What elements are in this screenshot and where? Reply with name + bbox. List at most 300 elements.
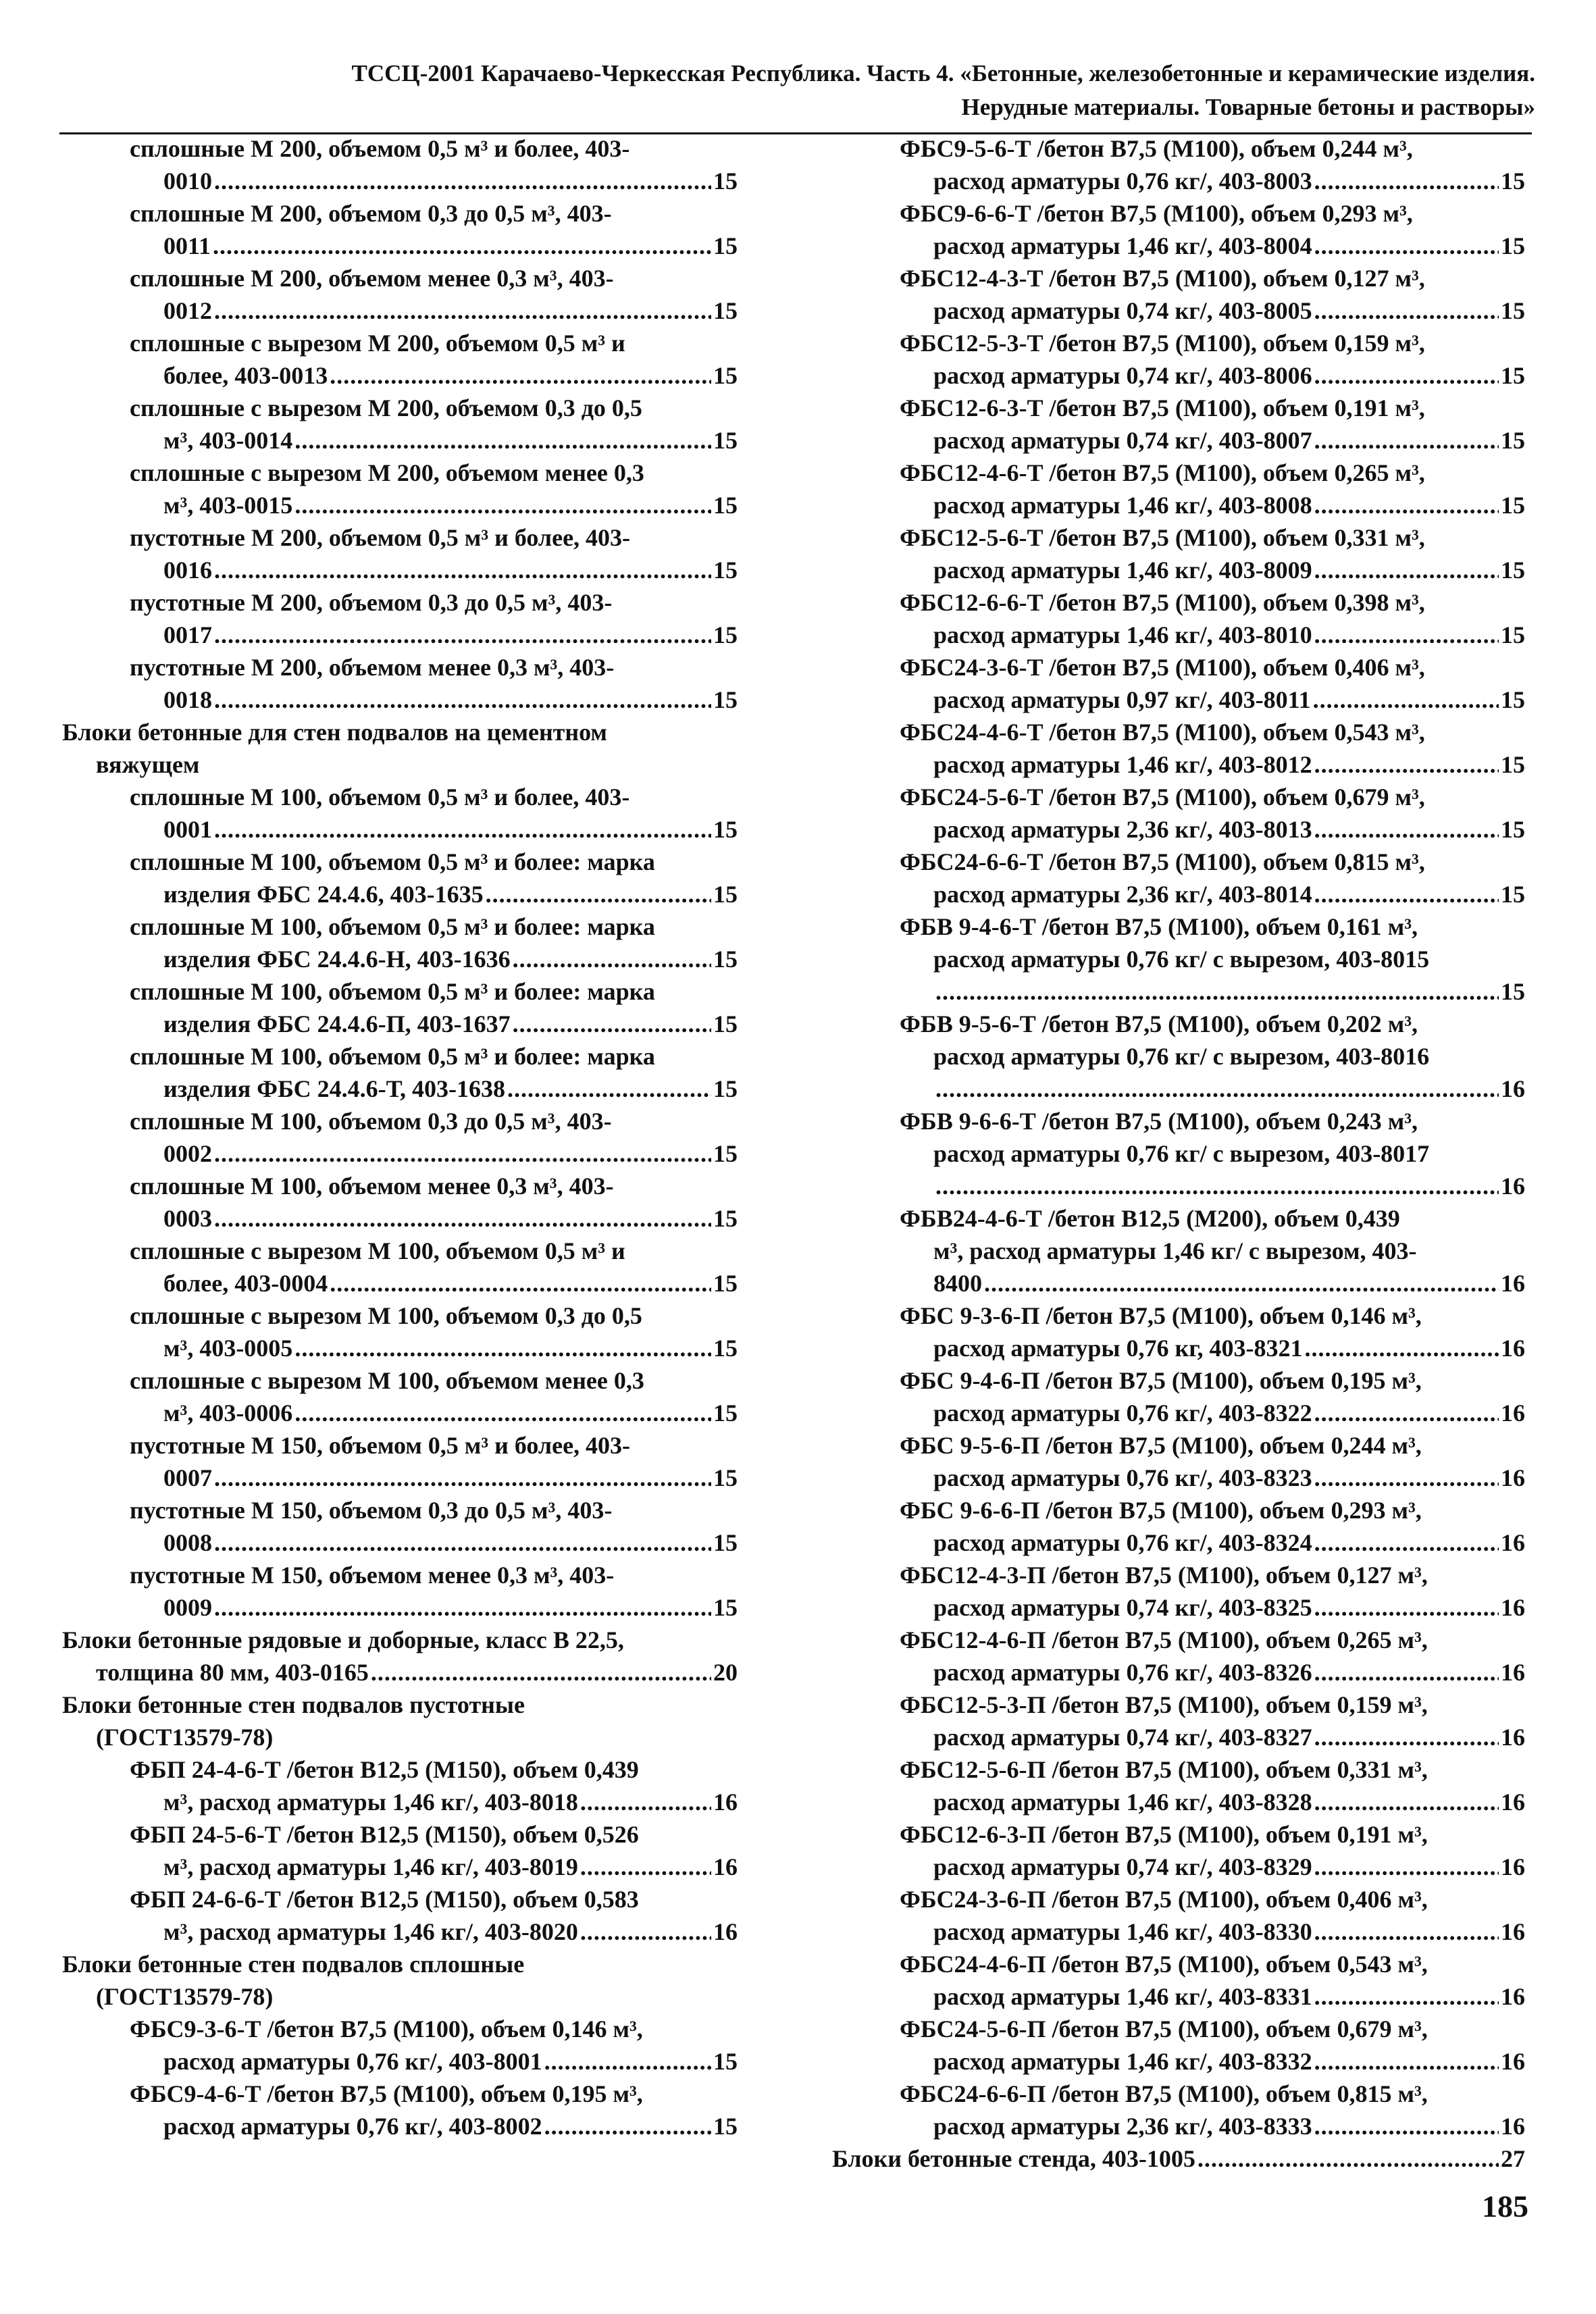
leader-dots — [1314, 165, 1499, 197]
entry-line-with-page — [832, 294, 1525, 327]
index-entry — [832, 1105, 1525, 1202]
entry-text: расход арматуры 0,76 кг/, 403-8322 — [933, 1399, 1312, 1426]
index-entry — [62, 1429, 738, 1494]
page-ref: 15 — [1501, 297, 1525, 324]
entry-line-with-page — [832, 1851, 1525, 1883]
leader-dots — [214, 619, 711, 651]
entry-text: 0017 — [163, 621, 212, 648]
page-ref: 16 — [713, 1789, 738, 1816]
index-entry — [62, 1105, 738, 1170]
leader-dots — [580, 1851, 711, 1883]
entry-text: расход арматуры 1,46 кг/, 403-8010 — [933, 621, 1312, 648]
leader-dots — [214, 554, 711, 586]
index-entry — [62, 1040, 738, 1105]
entry-line-with-page — [62, 294, 738, 327]
leader-dots — [1305, 1332, 1499, 1364]
page-ref: 16 — [1501, 1464, 1525, 1491]
entry-line-with-page — [62, 1332, 738, 1364]
entry-line-with-page — [62, 813, 738, 846]
entry-text: изделия ФБС 24.4.6, 403-1635 — [163, 881, 484, 908]
entry-line: ФБС12-5-3-Т /бетон В7,5 (М100), объем 0,159 м³, — [900, 330, 1425, 357]
index-entry — [832, 781, 1525, 846]
page-ref: 16 — [1501, 1659, 1525, 1686]
entry-line: сплошные М 200, объемом 0,5 м³ и более, 403- — [130, 135, 630, 162]
leader-dots — [330, 1267, 711, 1300]
entry-line-with-page — [62, 230, 738, 262]
page-ref: 16 — [1501, 1529, 1525, 1556]
entry-line: ФБВ24-4-6-Т /бетон В12,5 (М200), объем 0,439 — [900, 1205, 1400, 1232]
entry-line: сплошные с вырезом М 100, объемом менее 0,3 — [130, 1367, 644, 1394]
heading-line: Блоки бетонные для стен подвалов на цементном — [62, 719, 607, 746]
heading-line: (ГОСТ13579-78) — [96, 1724, 274, 1751]
index-entry — [832, 1624, 1525, 1689]
entry-line-with-page — [832, 1526, 1525, 1559]
entry-line: сплошные с вырезом М 200, объемом менее 0,3 — [130, 459, 644, 486]
entry-text: расход арматуры 1,46 кг/, 403-8004 — [933, 232, 1312, 259]
page-ref: 15 — [713, 1529, 738, 1556]
leader-dots — [486, 878, 711, 910]
entry-text: расход арматуры 1,46 кг/, 403-8012 — [933, 751, 1312, 778]
index-heading — [62, 1948, 738, 2013]
leader-dots — [935, 975, 1499, 1008]
page-ref: 15 — [713, 686, 738, 713]
page-ref: 16 — [713, 1918, 738, 1945]
entry-text: расход арматуры 0,74 кг/, 403-8327 — [933, 1724, 1312, 1751]
entry-text: 0003 — [163, 1205, 212, 1232]
index-heading — [62, 716, 738, 781]
entry-line: ФБС24-3-6-Т /бетон В7,5 (М100), объем 0,406 м³, — [900, 654, 1425, 681]
entry-line: ФБС12-5-6-Т /бетон В7,5 (М100), объем 0,331 м³, — [900, 524, 1425, 551]
page-ref: 20 — [713, 1659, 738, 1686]
page-ref: 16 — [1501, 1853, 1525, 1880]
entry-line: сплошные М 100, объемом 0,5 м³ и более, 403- — [130, 783, 630, 811]
page-ref: 15 — [713, 621, 738, 648]
index-entry — [62, 846, 738, 910]
entry-line: ФБС12-5-6-П /бетон В7,5 (М100), объем 0,331 м³, — [900, 1756, 1428, 1783]
entry-text: изделия ФБС 24.4.6-Т, 403-1638 — [163, 1075, 506, 1102]
page-ref: 15 — [713, 1464, 738, 1491]
entry-text: 8400 — [933, 1270, 982, 1297]
index-entry — [62, 1559, 738, 1624]
entry-line-with-page — [832, 2045, 1525, 2078]
index-column-right — [832, 132, 1525, 2175]
page-ref: 15 — [713, 427, 738, 454]
entry-text: изделия ФБС 24.4.6-Н, 403-1636 — [163, 946, 511, 973]
entry-text: м³, расход арматуры 1,46 кг/, 403-8019 — [163, 1853, 578, 1880]
entry-line-with-page — [62, 1851, 738, 1883]
leader-dots — [1314, 1851, 1499, 1883]
entry-line-with-page — [62, 1656, 738, 1689]
index-entry — [832, 716, 1525, 781]
leader-dots — [513, 1008, 711, 1040]
header-line-1: ТССЦ-2001 Карачаево-Черкесская Республика. Часть 4. «Бетонные, железобетонные и керамические изделия. — [351, 60, 1535, 86]
entry-text: м³, 403-0015 — [163, 492, 293, 519]
page-ref: 15 — [1501, 492, 1525, 519]
entry-text: расход арматуры 0,76 кг, 403-8321 — [933, 1335, 1303, 1362]
entry-line-with-page — [832, 684, 1525, 716]
entry-line: ФБС9-3-6-Т /бетон В7,5 (М100), объем 0,146 м³, — [130, 2015, 643, 2042]
page-ref: 15 — [713, 232, 738, 259]
leader-dots — [1314, 619, 1499, 651]
index-entry — [62, 1624, 738, 1689]
entry-text: расход арматуры 0,74 кг/, 403-8325 — [933, 1594, 1312, 1621]
leader-dots — [214, 1202, 711, 1235]
entry-line: сплошные с вырезом М 200, объемом 0,5 м³ и — [130, 330, 625, 357]
entry-text: расход арматуры 2,36 кг/, 403-8013 — [933, 816, 1312, 843]
index-column-left — [62, 132, 738, 2142]
index-entry — [832, 2142, 1525, 2175]
entry-line-with-page — [62, 878, 738, 910]
leader-dots — [1314, 748, 1499, 781]
page-ref: 16 — [1501, 1789, 1525, 1816]
index-entry — [832, 651, 1525, 716]
entry-line: ФБС 9-4-6-П /бетон В7,5 (М100), объем 0,195 м³, — [900, 1367, 1422, 1394]
page-ref: 15 — [713, 1335, 738, 1362]
heading-line: вяжущем — [96, 751, 200, 778]
entry-line-with-page — [832, 813, 1525, 846]
entry-line: расход арматуры 0,76 кг/ с вырезом, 403-8017 — [933, 1140, 1430, 1167]
page-ref: 15 — [713, 2048, 738, 2075]
leader-dots — [371, 1656, 711, 1689]
leader-dots — [1198, 2142, 1499, 2175]
entry-text: Блоки бетонные стенда, 403-1005 — [832, 2145, 1195, 2172]
entry-line: ФБС24-4-6-Т /бетон В7,5 (М100), объем 0,543 м³, — [900, 719, 1425, 746]
entry-line: расход арматуры 0,76 кг/ с вырезом, 403-8016 — [933, 1043, 1430, 1070]
entry-text: изделия ФБС 24.4.6-П, 403-1637 — [163, 1010, 511, 1037]
entry-line-with-page — [832, 230, 1525, 262]
page-ref: 15 — [713, 168, 738, 195]
page-ref: 27 — [1501, 2145, 1525, 2172]
entry-line-with-page — [832, 1980, 1525, 2013]
index-entry — [62, 2013, 738, 2078]
leader-dots — [1314, 1916, 1499, 1948]
entry-text: расход арматуры 0,76 кг/, 403-8324 — [933, 1529, 1312, 1556]
entry-line-with-page — [832, 1721, 1525, 1753]
leader-dots — [984, 1267, 1499, 1300]
page-ref: 15 — [1501, 427, 1525, 454]
index-entry — [832, 2013, 1525, 2078]
entry-line: ФБВ 9-4-6-Т /бетон В7,5 (М100), объем 0,161 м³, — [900, 913, 1418, 940]
leader-dots — [935, 1073, 1499, 1105]
leader-dots — [507, 1073, 711, 1105]
leader-dots — [1314, 878, 1499, 910]
entry-line-with-page — [62, 1137, 738, 1170]
leader-dots — [544, 2110, 711, 2142]
leader-dots — [935, 1170, 1499, 1202]
entry-line: ФБП 24-5-6-Т /бетон В12,5 (М150), объем 0,526 — [130, 1821, 639, 1848]
entry-line-with-page — [62, 424, 738, 457]
page-ref: 15 — [713, 1075, 738, 1102]
entry-line-with-page — [832, 1397, 1525, 1429]
index-entry — [832, 1948, 1525, 2013]
entry-text: 0016 — [163, 557, 212, 584]
index-entry — [832, 1883, 1525, 1948]
entry-text: расход арматуры 0,74 кг/, 403-8329 — [933, 1853, 1312, 1880]
entry-line: пустотные М 150, объемом 0,3 до 0,5 м³, 403- — [130, 1497, 613, 1524]
entry-line-with-page — [832, 1170, 1525, 1202]
entry-text: расход арматуры 1,46 кг/, 403-8008 — [933, 492, 1312, 519]
leader-dots — [1314, 813, 1499, 846]
index-entry — [62, 1494, 738, 1559]
entry-line: сплошные М 100, объемом 0,5 м³ и более: марка — [130, 978, 655, 1005]
entry-line: сплошные с вырезом М 100, объемом 0,5 м³ и — [130, 1237, 625, 1264]
leader-dots — [580, 1916, 711, 1948]
leader-dots — [214, 1462, 711, 1494]
entry-line: ФБС 9-5-6-П /бетон В7,5 (М100), объем 0,244 м³, — [900, 1432, 1422, 1459]
entry-text: расход арматуры 0,97 кг/, 403-8011 — [933, 686, 1311, 713]
index-entry — [832, 392, 1525, 457]
page-ref: 16 — [1501, 1075, 1525, 1102]
entry-line-with-page — [62, 1008, 738, 1040]
leader-dots — [330, 359, 711, 392]
entry-line: ФБС 9-3-6-П /бетон В7,5 (М100), объем 0,146 м³, — [900, 1302, 1422, 1329]
page-ref: 15 — [1501, 168, 1525, 195]
entry-line: сплошные М 100, объемом 0,5 м³ и более: марка — [130, 1043, 655, 1070]
entry-line: пустотные М 150, объемом 0,5 м³ и более, 403- — [130, 1432, 631, 1459]
leader-dots — [1314, 424, 1499, 457]
entry-line-with-page — [832, 2110, 1525, 2142]
index-entry — [832, 262, 1525, 327]
entry-line: ФБС12-4-6-Т /бетон В7,5 (М100), объем 0,265 м³, — [900, 459, 1425, 486]
entry-line: ФБС24-5-6-П /бетон В7,5 (М100), объем 0,679 м³, — [900, 2015, 1428, 2042]
leader-dots — [214, 294, 711, 327]
leader-dots — [1314, 1786, 1499, 1818]
entry-text: расход арматуры 0,76 кг/, 403-8001 — [163, 2048, 542, 2075]
index-entry — [832, 2078, 1525, 2142]
leader-dots — [1314, 2045, 1499, 2078]
page-ref: 15 — [713, 1270, 738, 1297]
entry-text: расход арматуры 0,76 кг/, 403-8002 — [163, 2113, 542, 2140]
entry-line-with-page — [832, 1916, 1525, 1948]
page-ref: 15 — [713, 1205, 738, 1232]
index-entry — [832, 197, 1525, 262]
index-entry — [62, 392, 738, 457]
index-entry — [832, 457, 1525, 521]
entry-line-with-page — [832, 359, 1525, 392]
index-entry — [832, 910, 1525, 1008]
index-entry — [62, 132, 738, 197]
entry-line: ФБС12-4-6-П /бетон В7,5 (М100), объем 0,265 м³, — [900, 1626, 1428, 1653]
entry-line-with-page — [62, 1267, 738, 1300]
page-ref: 15 — [713, 492, 738, 519]
index-entry — [62, 1300, 738, 1364]
leader-dots — [1314, 1656, 1499, 1689]
entry-line: ФБС12-5-3-П /бетон В7,5 (М100), объем 0,159 м³, — [900, 1691, 1428, 1718]
entry-line: ФБС12-6-3-Т /бетон В7,5 (М100), объем 0,191 м³, — [900, 394, 1425, 421]
page-ref: 15 — [1501, 978, 1525, 1005]
heading-line: Блоки бетонные стен подвалов пустотные — [62, 1691, 525, 1718]
entry-line-with-page — [62, 1786, 738, 1818]
page-ref: 15 — [1501, 881, 1525, 908]
page-ref: 15 — [713, 1140, 738, 1167]
entry-line-with-page — [832, 2142, 1525, 2175]
leader-dots — [1314, 1980, 1499, 2013]
entry-line-with-page — [832, 424, 1525, 457]
entry-text: более, 403-0004 — [163, 1270, 328, 1297]
entry-line-with-page — [62, 165, 738, 197]
entry-text: м³, 403-0014 — [163, 427, 293, 454]
page-ref: 15 — [713, 362, 738, 389]
page-ref: 15 — [713, 946, 738, 973]
entry-text: 0002 — [163, 1140, 212, 1167]
entry-line-with-page — [832, 748, 1525, 781]
index-entry — [62, 262, 738, 327]
leader-dots — [214, 165, 711, 197]
entry-text: м³, 403-0005 — [163, 1335, 293, 1362]
index-entry — [62, 1818, 738, 1883]
leader-dots — [1314, 230, 1499, 262]
heading-line: Блоки бетонные стен подвалов сплошные — [62, 1951, 525, 1978]
index-entry — [832, 327, 1525, 392]
entry-text: толщина 80 мм, 403-0165 — [96, 1659, 369, 1686]
index-entry — [62, 521, 738, 586]
page-ref: 15 — [713, 1010, 738, 1037]
entry-text: расход арматуры 0,76 кг/, 403-8003 — [933, 168, 1312, 195]
entry-line: сплошные М 200, объемом менее 0,3 м³, 403- — [130, 265, 614, 292]
index-entry — [832, 1202, 1525, 1300]
leader-dots — [513, 943, 711, 975]
entry-line-with-page — [832, 1462, 1525, 1494]
entry-line-with-page — [62, 684, 738, 716]
index-heading — [62, 1689, 738, 1753]
entry-line-with-page — [62, 1397, 738, 1429]
page-ref: 16 — [1501, 1335, 1525, 1362]
entry-line-with-page — [62, 489, 738, 521]
page-ref: 16 — [1501, 2048, 1525, 2075]
leader-dots — [294, 424, 711, 457]
page-ref: 15 — [1501, 232, 1525, 259]
leader-dots — [1314, 359, 1499, 392]
entry-text: расход арматуры 0,74 кг/, 403-8005 — [933, 297, 1312, 324]
entry-text: 0008 — [163, 1529, 212, 1556]
index-entry — [832, 1429, 1525, 1494]
entry-line: ФБС12-6-3-П /бетон В7,5 (М100), объем 0,191 м³, — [900, 1821, 1428, 1848]
entry-line: ФБС24-5-6-Т /бетон В7,5 (М100), объем 0,679 м³, — [900, 783, 1425, 811]
leader-dots — [294, 1397, 711, 1429]
entry-text: расход арматуры 1,46 кг/, 403-8330 — [933, 1918, 1312, 1945]
index-entry — [832, 846, 1525, 910]
entry-line: сплошные М 100, объемом 0,3 до 0,5 м³, 403- — [130, 1108, 612, 1135]
page-ref: 15 — [713, 881, 738, 908]
index-entry — [62, 1235, 738, 1300]
page-ref: 16 — [713, 1853, 738, 1880]
leader-dots — [214, 1526, 711, 1559]
index-entry — [832, 1300, 1525, 1364]
entry-line: ФБС9-6-6-Т /бетон В7,5 (М100), объем 0,293 м³, — [900, 200, 1413, 227]
entry-line-with-page — [832, 975, 1525, 1008]
leader-dots — [1314, 1526, 1499, 1559]
entry-text: 0011 — [163, 232, 211, 259]
index-entry — [832, 1008, 1525, 1105]
entry-line-with-page — [62, 2110, 738, 2142]
entry-text: расход арматуры 0,76 кг/, 403-8323 — [933, 1464, 1312, 1491]
entry-line-with-page — [62, 1526, 738, 1559]
leader-dots — [214, 813, 711, 846]
index-entry — [62, 781, 738, 846]
entry-text: м³, расход арматуры 1,46 кг/, 403-8020 — [163, 1918, 578, 1945]
leader-dots — [1313, 684, 1499, 716]
entry-text: расход арматуры 1,46 кг/, 403-8332 — [933, 2048, 1312, 2075]
entry-text: 0010 — [163, 168, 212, 195]
index-entry — [62, 1753, 738, 1818]
index-entry — [832, 1364, 1525, 1429]
entry-line-with-page — [832, 1332, 1525, 1364]
index-entry — [62, 651, 738, 716]
leader-dots — [544, 2045, 711, 2078]
entry-text: расход арматуры 1,46 кг/, 403-8328 — [933, 1789, 1312, 1816]
page-ref: 15 — [1501, 686, 1525, 713]
index-entry — [62, 1170, 738, 1235]
entry-line-with-page — [62, 1202, 738, 1235]
page-ref: 16 — [1501, 1594, 1525, 1621]
entry-line-with-page — [832, 554, 1525, 586]
entry-line: ФБС12-6-6-Т /бетон В7,5 (М100), объем 0,398 м³, — [900, 589, 1425, 616]
page-ref: 16 — [1501, 1724, 1525, 1751]
page-ref: 15 — [1501, 557, 1525, 584]
entry-text: 0001 — [163, 816, 212, 843]
entry-line-with-page — [62, 359, 738, 392]
entry-line-with-page — [62, 554, 738, 586]
page-ref: 15 — [1501, 621, 1525, 648]
page-ref: 15 — [713, 297, 738, 324]
leader-dots — [1314, 1462, 1499, 1494]
entry-line: ФБС24-6-6-П /бетон В7,5 (М100), объем 0,815 м³, — [900, 2080, 1428, 2107]
entry-line-with-page — [832, 489, 1525, 521]
entry-line: ФБВ 9-6-6-Т /бетон В7,5 (М100), объем 0,243 м³, — [900, 1108, 1418, 1135]
index-entry — [832, 586, 1525, 651]
leader-dots — [214, 684, 711, 716]
index-entry — [832, 1494, 1525, 1559]
leader-dots — [1314, 1397, 1499, 1429]
page-ref: 15 — [713, 2113, 738, 2140]
entry-text: более, 403-0013 — [163, 362, 328, 389]
index-entry — [62, 910, 738, 975]
leader-dots — [213, 230, 711, 262]
index-entry — [832, 1753, 1525, 1818]
entry-line: ФБС9-5-6-Т /бетон В7,5 (М100), объем 0,244 м³, — [900, 135, 1413, 162]
entry-line: ФБС 9-6-6-П /бетон В7,5 (М100), объем 0,293 м³, — [900, 1497, 1422, 1524]
entry-line-with-page — [832, 1591, 1525, 1624]
entry-line: сплошные М 200, объемом 0,3 до 0,5 м³, 403- — [130, 200, 612, 227]
index-entry — [62, 327, 738, 392]
index-entry — [832, 521, 1525, 586]
entry-line-with-page — [832, 1267, 1525, 1300]
entry-line: ФБС12-4-3-П /бетон В7,5 (М100), объем 0,127 м³, — [900, 1562, 1428, 1589]
entry-line: ФБП 24-6-6-Т /бетон В12,5 (М150), объем 0,583 — [130, 1886, 639, 1913]
page-ref: 15 — [1501, 751, 1525, 778]
leader-dots — [214, 1137, 711, 1170]
entry-line-with-page — [832, 165, 1525, 197]
index-entry — [62, 586, 738, 651]
index-entry — [832, 132, 1525, 197]
entry-text: 0018 — [163, 686, 212, 713]
leader-dots — [1314, 2110, 1499, 2142]
index-entry — [62, 2078, 738, 2142]
entry-line-with-page — [62, 619, 738, 651]
entry-line: сплошные с вырезом М 200, объемом 0,3 до 0,5 — [130, 394, 642, 421]
entry-line-with-page — [62, 1073, 738, 1105]
page-ref: 16 — [1501, 1173, 1525, 1200]
running-header — [61, 57, 1535, 124]
entry-line: ФБС24-4-6-П /бетон В7,5 (М100), объем 0,543 м³, — [900, 1951, 1428, 1978]
index-entry — [62, 197, 738, 262]
entry-line: ФБП 24-4-6-Т /бетон В12,5 (М150), объем 0,439 — [130, 1756, 639, 1783]
index-entry — [832, 1559, 1525, 1624]
entry-text: 0007 — [163, 1464, 212, 1491]
entry-line-with-page — [832, 1786, 1525, 1818]
page-ref: 16 — [1501, 2113, 1525, 2140]
entry-line-with-page — [832, 619, 1525, 651]
